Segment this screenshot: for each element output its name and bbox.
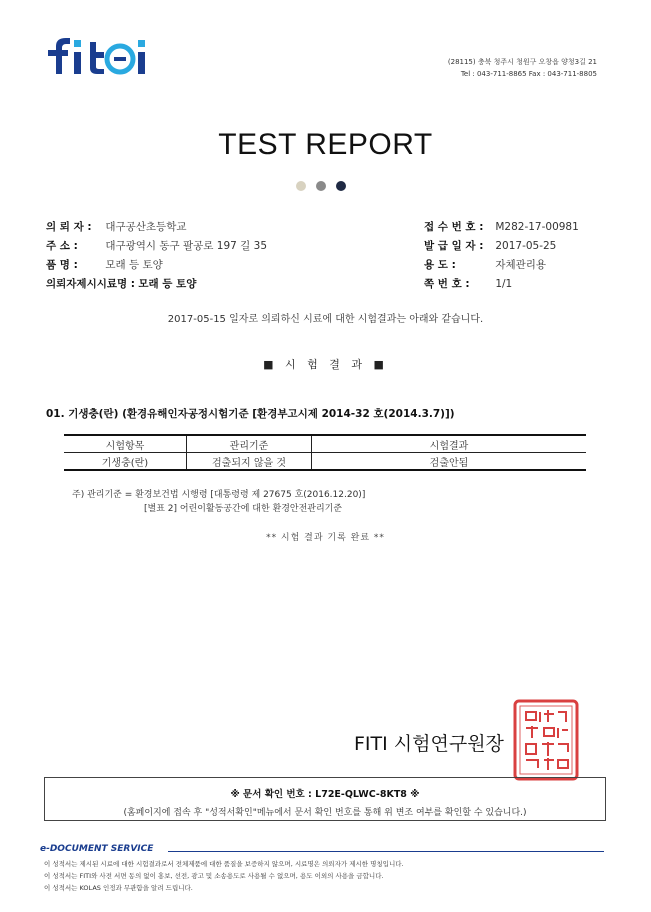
completion-text: ** 시험 결과 기록 완료 ** (266, 533, 385, 543)
dot-icon (336, 181, 346, 191)
info-row (424, 256, 579, 275)
info-row (46, 218, 267, 237)
column-header: 시험항목 (64, 435, 187, 453)
requester-info (46, 218, 267, 294)
footer-divider (168, 851, 604, 852)
report-title: TEST REPORT (218, 128, 433, 161)
dot-icon (316, 181, 326, 191)
info-value: 모래 등 토양 (105, 259, 163, 271)
info-value: 대구공산초등학교 (105, 221, 187, 233)
edocument-brand: e-DOCUMENT SERVICE (40, 844, 154, 854)
disclaimer-line: 이 성적서는 FITI와 사전 서면 동의 없이 홍보, 선전, 광고 및 소송용도로 사용될 수 없으며, 용도 이외의 사용을 금합니다. (44, 872, 384, 880)
info-label: 접 수 번 호 : (424, 221, 484, 233)
table-cell: 검출안됨 (312, 453, 587, 471)
column-header: 관리기준 (187, 435, 312, 453)
info-label: 쪽 번 호 : (424, 278, 470, 290)
results-table (64, 434, 586, 471)
signer-name: FITI 시험연구원장 (354, 733, 504, 755)
column-header: 시험결과 (312, 435, 587, 453)
note-line: [별표 2] 어린이활동공간에 대한 환경안전관리기준 (144, 504, 343, 514)
info-label: 용 도 : (424, 259, 456, 271)
info-value: 모래 등 토양 (138, 278, 197, 290)
info-value: M282-17-00981 (495, 221, 579, 233)
official-seal (512, 698, 580, 782)
fiti-logo-graphic (42, 34, 152, 78)
info-row (424, 237, 579, 256)
address-line: (28115) 충북 청주시 청원구 오창읍 양청3길 21 (447, 58, 597, 66)
standard-note (72, 488, 365, 516)
info-value: 자체관리용 (495, 259, 547, 271)
verification-number: ※ 문서 확인 번호 : L72E-QLWC-8KT8 ※ (230, 789, 420, 800)
info-row (424, 275, 579, 294)
footer-disclaimer (44, 858, 404, 894)
fiti-logo (42, 34, 152, 78)
note-line: 주) 관리기준 = 환경보건법 시행령 [대통령령 제 27675 호(2016.12.20)] (72, 490, 366, 500)
info-row (424, 218, 579, 237)
info-value: 대구광역시 동구 팔공로 197 길 35 (105, 240, 268, 252)
info-row (46, 256, 267, 275)
info-label: 의 뢰 자 : (46, 221, 92, 233)
info-label: 품 명 : (46, 259, 78, 271)
info-row (46, 275, 267, 294)
info-row (46, 237, 267, 256)
intro-text: 2017-05-15 일자로 의뢰하신 시료에 대한 시험결과는 아래와 같습니다. (167, 314, 484, 325)
info-value: 1/1 (495, 278, 513, 290)
info-label: 주 소 : (46, 240, 78, 252)
table-header-row (64, 435, 586, 453)
info-label: 발 급 일 자 : (424, 240, 484, 252)
company-address (448, 56, 597, 80)
test-item-title: 01. 기생충(란) (환경유해인자공정시험기준 [환경부고시제 2014-32 호(2014.3.7)]) (46, 408, 455, 420)
info-value: 2017-05-25 (495, 240, 557, 252)
contact-line: Tel : 043-711-8865 Fax : 043-711-8805 (460, 70, 597, 78)
info-label: 의뢰자제시시료명 : (46, 278, 135, 290)
decorative-dots (296, 181, 356, 193)
receipt-info (424, 218, 579, 294)
table-cell: 검출되지 않을 것 (187, 453, 312, 471)
seal-stamp-icon (512, 698, 580, 782)
dot-icon (296, 181, 306, 191)
disclaimer-line: 이 성적서는 KOLAS 인정과 무관함을 알려 드립니다. (44, 884, 193, 892)
table-row (64, 453, 586, 471)
verification-box (44, 777, 606, 821)
section-title: ■ 시 험 결 과 ■ (263, 358, 388, 371)
disclaimer-line: 이 성적서는 제시된 시료에 대한 시험결과로서 전체제품에 대한 품질을 보증하지 않으며, 시료명은 의뢰자가 제시한 명칭입니다. (44, 860, 404, 868)
table-cell: 기생충(란) (64, 453, 187, 471)
verification-instruction: (홈페이지에 접속 후 "성적서확인"메뉴에서 문서 확인 번호를 통해 위 변조 여부를 확인할 수 있습니다.) (123, 808, 527, 818)
